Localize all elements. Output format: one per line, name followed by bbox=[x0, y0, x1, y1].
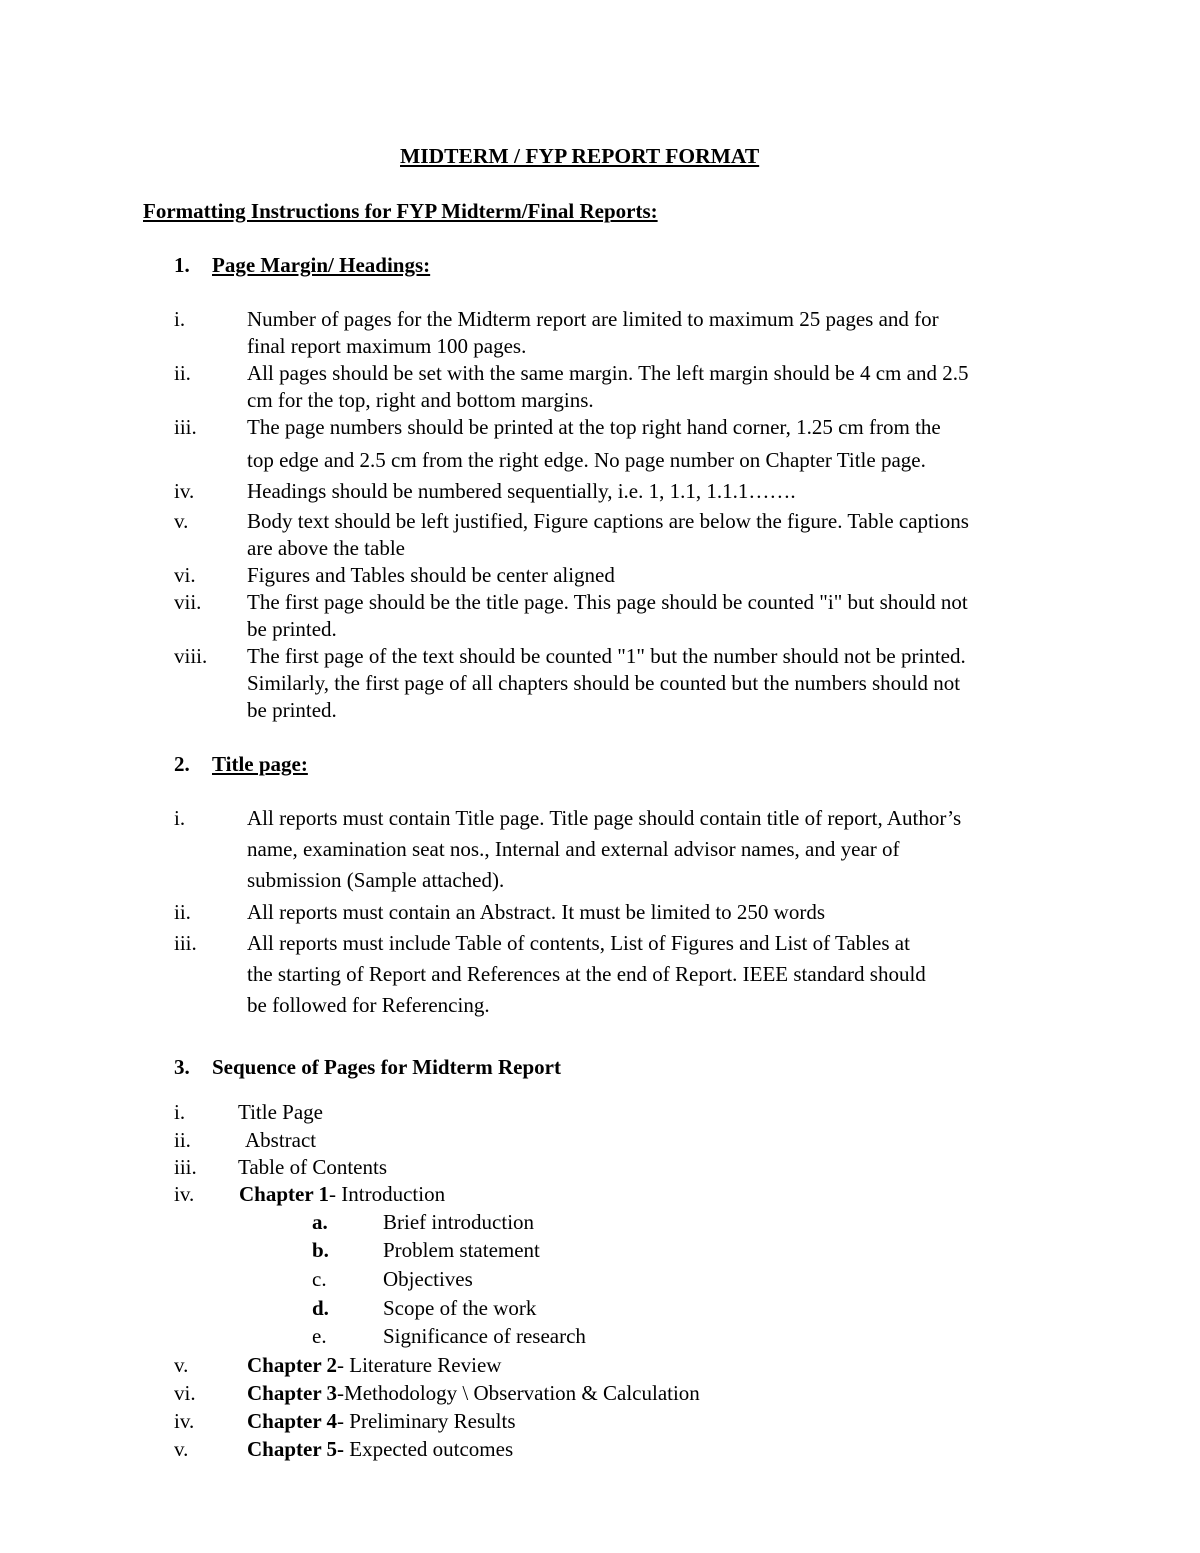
section-number: 2. bbox=[174, 752, 190, 776]
list-marker: vii. bbox=[174, 590, 202, 614]
list-item-line: Figures and Tables should be center aligned bbox=[247, 563, 615, 587]
list-marker: vi. bbox=[174, 563, 196, 587]
sub-list-item: Significance of research bbox=[383, 1324, 586, 1348]
sub-list-marker: d. bbox=[312, 1296, 329, 1320]
chapter-label: Chapter 2 bbox=[247, 1353, 338, 1377]
chapter-title: - Preliminary Results bbox=[337, 1409, 516, 1433]
list-marker: iii. bbox=[174, 931, 197, 955]
list-marker: iii. bbox=[174, 1155, 197, 1179]
list-marker: vi. bbox=[174, 1381, 196, 1405]
list-marker: v. bbox=[174, 1437, 189, 1461]
chapter-label: Chapter 1 bbox=[239, 1182, 330, 1206]
list-item-line: All pages should be set with the same margin. The left margin should be 4 cm and 2.5 bbox=[247, 361, 969, 385]
sub-list-marker: e. bbox=[312, 1324, 327, 1348]
list-item-line: All reports must contain an Abstract. It must be limited to 250 words bbox=[247, 900, 826, 924]
chapter-title: - Literature Review bbox=[337, 1353, 502, 1377]
sub-list-item: Objectives bbox=[383, 1267, 473, 1291]
list-marker: i. bbox=[174, 806, 186, 830]
list-item-line: The page numbers should be printed at the top right hand corner, 1.25 cm from the bbox=[247, 415, 941, 439]
chapter-entry bbox=[247, 1411, 516, 1432]
list-marker: v. bbox=[174, 1353, 189, 1377]
list-item-line: Number of pages for the Midterm report are limited to maximum 25 pages and for bbox=[247, 307, 939, 331]
list-marker: iv. bbox=[174, 1182, 195, 1206]
list-item-line: All reports must contain Title page. Title page should contain title of report, Author’s bbox=[247, 806, 962, 830]
chapter-label: Chapter 4 bbox=[247, 1409, 338, 1433]
list-item-line: be printed. bbox=[247, 698, 337, 722]
section-heading: Sequence of Pages for Midterm Report bbox=[212, 1055, 561, 1079]
chapter-title: -Methodology \ Observation & Calculation bbox=[337, 1381, 700, 1405]
list-item-line: All reports must include Table of contents, List of Figures and List of Tables at bbox=[247, 931, 910, 955]
list-item-line: Similarly, the first page of all chapters should be counted but the numbers should not bbox=[247, 671, 961, 695]
list-item-line: top edge and 2.5 cm from the right edge. No page number on Chapter Title page. bbox=[247, 448, 926, 472]
section-heading: Title page: bbox=[212, 752, 308, 776]
list-marker: v. bbox=[174, 509, 189, 533]
list-marker: ii. bbox=[174, 1128, 191, 1152]
list-marker: ii. bbox=[174, 900, 191, 924]
list-item: Title Page bbox=[238, 1100, 323, 1124]
chapter-entry bbox=[247, 1383, 700, 1404]
chapter-entry bbox=[247, 1439, 513, 1460]
page-title: MIDTERM / FYP REPORT FORMAT bbox=[400, 144, 760, 168]
list-item-line: are above the table bbox=[247, 536, 405, 560]
list-marker: iv. bbox=[174, 479, 195, 503]
sub-list-marker: c. bbox=[312, 1267, 327, 1291]
list-marker: iii. bbox=[174, 415, 197, 439]
list-marker: viii. bbox=[174, 644, 208, 668]
sub-list-marker: a. bbox=[312, 1210, 328, 1234]
list-item-line: submission (Sample attached). bbox=[247, 868, 505, 892]
section-heading: Page Margin/ Headings: bbox=[212, 253, 431, 277]
list-item-line: final report maximum 100 pages. bbox=[247, 334, 527, 358]
list-item-line: be followed for Referencing. bbox=[247, 993, 490, 1017]
list-item: Abstract bbox=[245, 1128, 317, 1152]
sub-list-item: Problem statement bbox=[383, 1238, 540, 1262]
list-marker: iv. bbox=[174, 1409, 195, 1433]
document-subtitle: Formatting Instructions for FYP Midterm/Final Reports: bbox=[143, 199, 658, 223]
chapter-label: Chapter 5- bbox=[247, 1437, 345, 1461]
list-item-line: The first page should be the title page. This page should be counted "i" but should not bbox=[247, 590, 968, 614]
chapter-title: - Introduction bbox=[329, 1182, 446, 1206]
section-number: 1. bbox=[174, 253, 190, 277]
list-item-line: Headings should be numbered sequentially, i.e. 1, 1.1, 1.1.1……. bbox=[247, 479, 796, 503]
chapter-title: Expected outcomes bbox=[344, 1437, 514, 1461]
chapter-label: Chapter 3 bbox=[247, 1381, 338, 1405]
list-item-line: the starting of Report and References at the end of Report. IEEE standard should bbox=[247, 962, 926, 986]
list-item-line: Body text should be left justified, Figure captions are below the figure. Table captions bbox=[247, 509, 969, 533]
sub-list-marker: b. bbox=[312, 1238, 329, 1262]
list-item-line: name, examination seat nos., Internal and external advisor names, and year of bbox=[247, 837, 900, 861]
list-item-line: be printed. bbox=[247, 617, 337, 641]
chapter-entry bbox=[239, 1184, 445, 1205]
section-number: 3. bbox=[174, 1055, 190, 1079]
list-item-line: The first page of the text should be counted "1" but the number should not be printed. bbox=[247, 644, 966, 668]
list-marker: i. bbox=[174, 307, 186, 331]
list-item: Table of Contents bbox=[238, 1155, 387, 1179]
sub-list-item: Scope of the work bbox=[383, 1296, 537, 1320]
list-marker: ii. bbox=[174, 361, 191, 385]
list-marker: i. bbox=[174, 1100, 186, 1124]
list-item-line: cm for the top, right and bottom margins. bbox=[247, 388, 594, 412]
sub-list-item: Brief introduction bbox=[383, 1210, 535, 1234]
chapter-entry bbox=[247, 1355, 501, 1376]
